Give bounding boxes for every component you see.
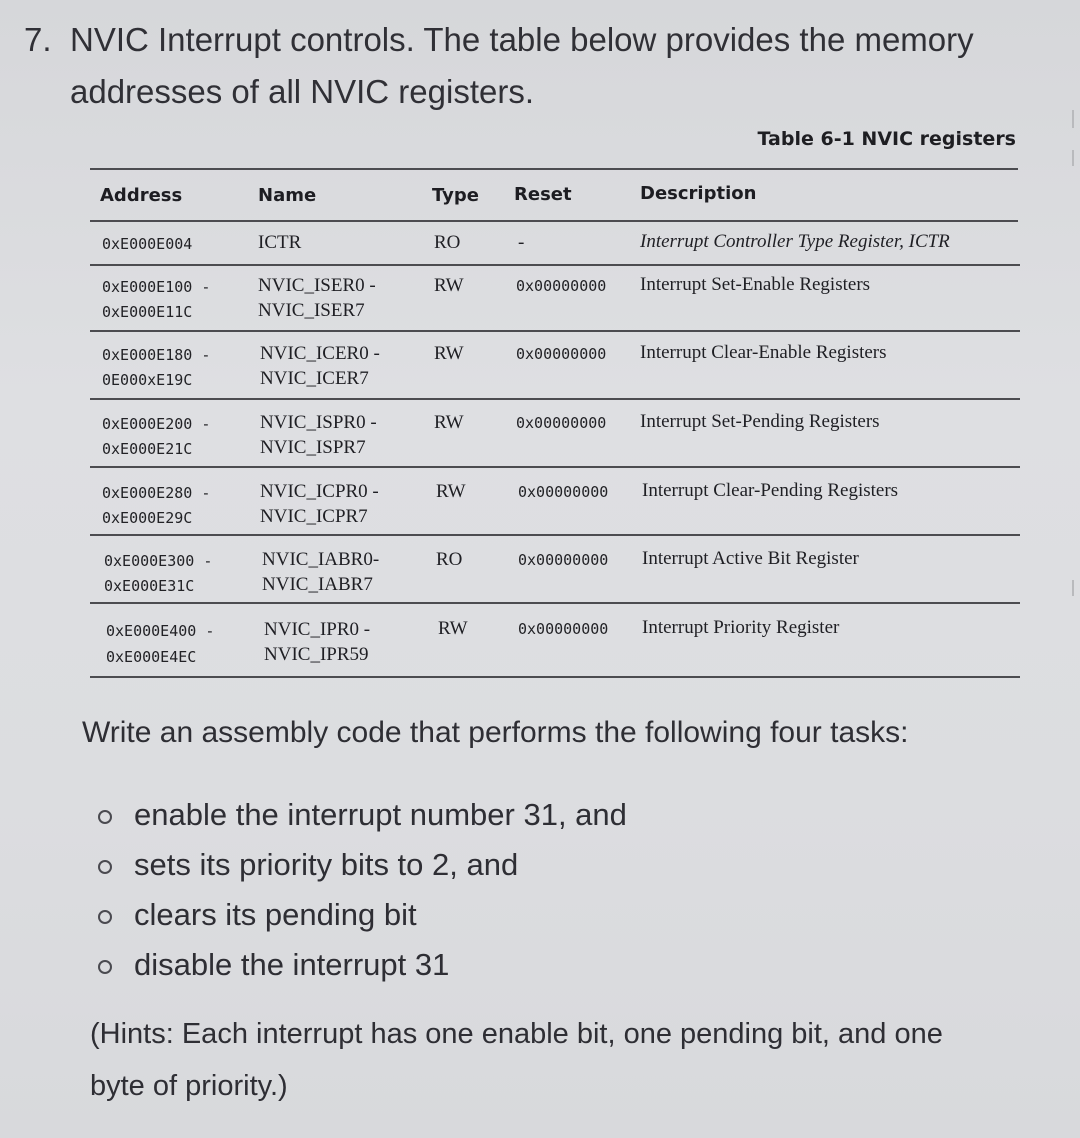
row-4-name-end: NVIC_ICPR7 (260, 506, 368, 527)
task-item-text: disable the interrupt 31 (134, 947, 450, 982)
header-description: Description (640, 183, 757, 204)
page-edge-mark (1072, 150, 1074, 166)
row-1-address-end: 0xE000E11C (102, 303, 193, 321)
row-5-name-end: NVIC_IABR7 (262, 574, 373, 595)
row-4-description: Interrupt Clear-Pending Registers (642, 480, 899, 501)
task-heading: Write an assembly code that performs the following four tasks: (82, 716, 909, 749)
row-2-address-start: 0xE000E180 - (102, 346, 211, 364)
table-row-rule (90, 602, 1020, 604)
row-2-name-start: NVIC_ICER0 - (260, 343, 380, 364)
task-item (98, 840, 627, 890)
row-6-name-end: NVIC_IPR59 (264, 644, 369, 665)
task-item-text: enable the interrupt number 31, and (134, 797, 627, 832)
row-3-address-start: 0xE000E200 - (102, 415, 211, 433)
hints-line-1: (Hints: Each interrupt has one enable bit, one pending bit, and one (90, 1018, 943, 1050)
row-6-address-start: 0xE000E400 - (106, 622, 215, 640)
hollow-bullet-icon (98, 810, 112, 824)
hollow-bullet-icon (98, 860, 112, 874)
question-text-line-1: NVIC Interrupt controls. The table below provides the memory (70, 21, 974, 58)
row-4-address-end: 0xE000E29C (102, 509, 193, 527)
row-1-description: Interrupt Set-Enable Registers (640, 274, 871, 295)
header-address: Address (100, 185, 183, 206)
row-1-address-start: 0xE000E100 - (102, 278, 211, 296)
row-3-name-start: NVIC_ISPR0 - (260, 412, 377, 433)
task-item-text: clears its pending bit (134, 897, 417, 932)
row-2-name-end: NVIC_ICER7 (260, 368, 369, 389)
table-caption: Table 6-1 NVIC registers (757, 128, 1016, 150)
hollow-bullet-icon (98, 910, 112, 924)
header-reset: Reset (514, 184, 572, 205)
row-6-name-start: NVIC_IPR0 - (264, 619, 371, 640)
table-bottom-rule (90, 676, 1020, 678)
question-title (24, 14, 1014, 118)
row-6-address-end: 0xE000E4EC (106, 648, 197, 666)
task-item-text: sets its priority bits to 2, and (134, 847, 519, 882)
table-top-rule (90, 168, 1018, 170)
row-0-type: RO (434, 232, 461, 253)
row-0-reset: - (518, 232, 525, 253)
task-item (98, 790, 627, 840)
row-3-type: RW (434, 412, 464, 433)
row-5-type: RO (436, 549, 463, 570)
task-item (98, 940, 627, 990)
row-4-name-start: NVIC_ICPR0 - (260, 481, 379, 502)
table-row-rule (90, 398, 1020, 400)
row-6-reset: 0x00000000 (518, 620, 609, 638)
row-0-address: 0xE000E004 (102, 235, 193, 253)
task-list (98, 790, 627, 990)
row-4-address-start: 0xE000E280 - (102, 484, 211, 502)
row-4-reset: 0x00000000 (518, 483, 609, 501)
row-6-description: Interrupt Priority Register (642, 617, 840, 638)
row-3-description: Interrupt Set-Pending Registers (640, 411, 880, 432)
page-edge-mark (1072, 580, 1074, 596)
row-5-address-end: 0xE000E31C (104, 577, 195, 595)
row-1-name-start: NVIC_ISER0 - (258, 275, 376, 296)
task-item (98, 890, 627, 940)
row-2-description: Interrupt Clear-Enable Registers (640, 342, 887, 363)
question-text-line-2: addresses of all NVIC registers. (70, 73, 535, 110)
table-row-rule (90, 264, 1020, 266)
hollow-bullet-icon (98, 960, 112, 974)
row-2-reset: 0x00000000 (516, 345, 607, 363)
question-number: 7. (24, 21, 52, 58)
row-0-description: Interrupt Controller Type Register, ICTR (640, 231, 950, 252)
row-5-reset: 0x00000000 (518, 551, 609, 569)
header-type: Type (432, 185, 479, 206)
row-4-type: RW (436, 481, 466, 502)
hints-paragraph (90, 1008, 1050, 1112)
table-row-rule (90, 330, 1020, 332)
row-5-name-start: NVIC_IABR0- (262, 549, 380, 570)
header-name: Name (258, 185, 317, 206)
row-6-type: RW (438, 618, 468, 639)
table-row-rule (90, 466, 1020, 468)
table-header-rule (90, 220, 1018, 222)
hints-line-2: byte of priority.) (90, 1070, 288, 1102)
row-1-reset: 0x00000000 (516, 277, 607, 295)
row-5-description: Interrupt Active Bit Register (642, 548, 859, 569)
page-edge-mark (1072, 110, 1074, 128)
row-2-address-end: 0E000xE19C (102, 371, 193, 389)
table-row-rule (90, 534, 1020, 536)
row-0-name: ICTR (258, 232, 302, 253)
row-2-type: RW (434, 343, 464, 364)
row-1-type: RW (434, 275, 464, 296)
row-3-address-end: 0xE000E21C (102, 440, 193, 458)
row-5-address-start: 0xE000E300 - (104, 552, 213, 570)
row-1-name-end: NVIC_ISER7 (258, 300, 365, 321)
row-3-reset: 0x00000000 (516, 414, 607, 432)
row-3-name-end: NVIC_ISPR7 (260, 437, 366, 458)
